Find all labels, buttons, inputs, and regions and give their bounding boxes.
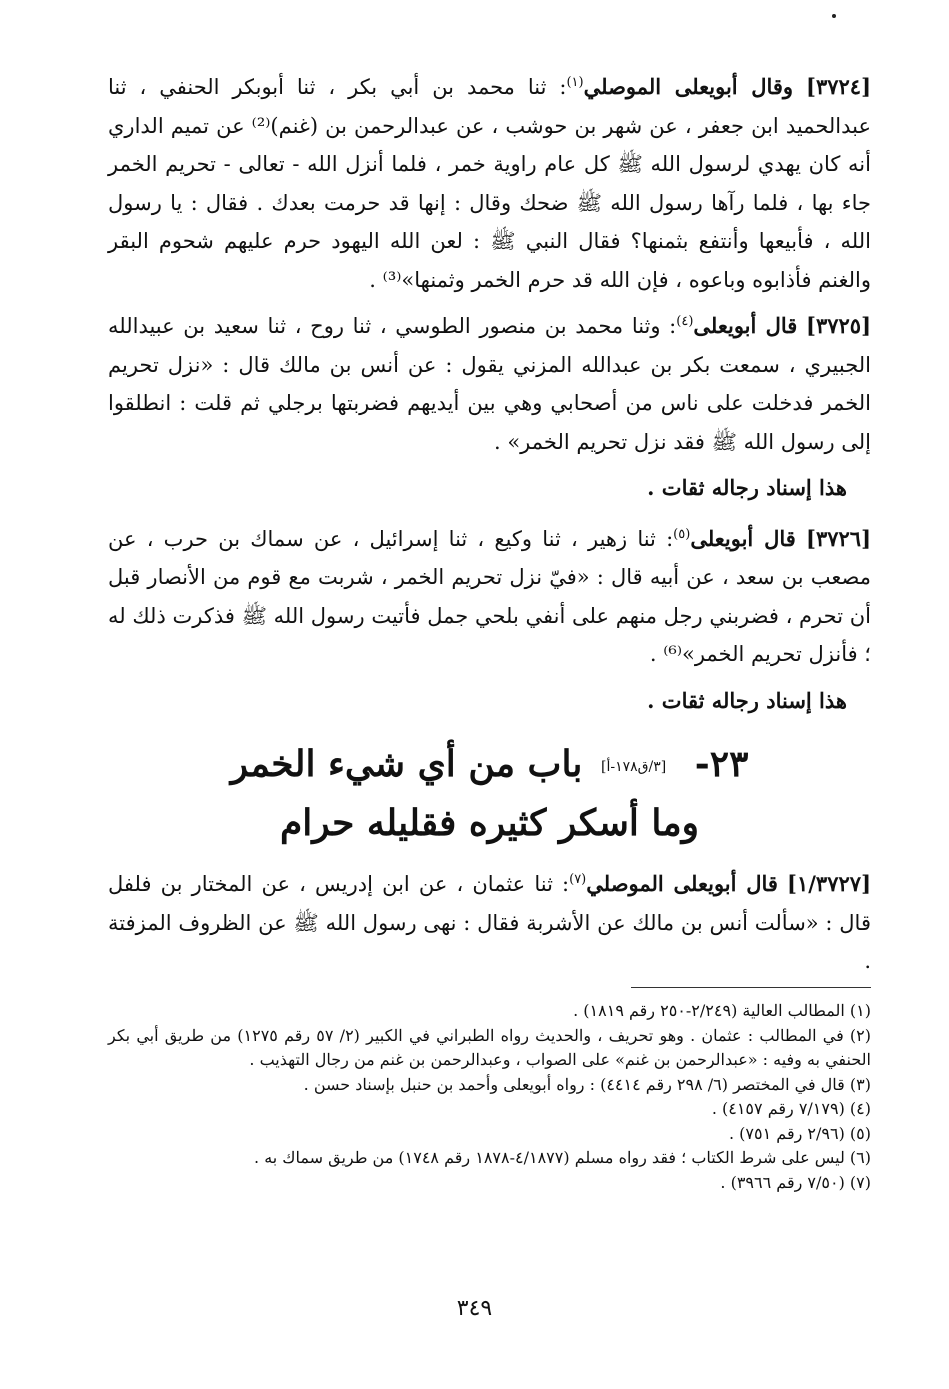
narrator-lead: قال أبويعلى الموصلي [586,871,778,896]
footnote-ref: (١) [566,75,584,90]
hadith-text: : وثنا محمد بن منصور الطوسي ، ثنا روح ، ثنا سعيد بن عبيدالله الجبيري ، سمعت بكر بن عبدالله المزني يقول : عن أنس بن مالك قال : «نزل تحريم الخمر فدخلت على ناس من أصحابي وهي بين أيديهم فضربتها برجلي ثم قلت : انطلقوا إلى رسول الله ﷺ فقد نزل تحريم الخمر» . [108,314,871,454]
narrator-lead: قال أبويعلى [693,313,798,338]
hadith-3727 [108,865,871,981]
isnad-verdict: هذا إسناد رجاله ثقات . [647,475,847,500]
main-text [108,68,871,989]
page-number: ٣٤٩ [456,1296,493,1321]
chapter-heading [108,738,871,849]
hadith-3725 [108,307,871,461]
hadith-text: : ثنا محمد بن أبي بكر ، ثنا أبوبكر الحنفي ، ثنا عبدالحميد ابن جعفر ، عن شهر بن حوشب ، عن عبدالرحمن بن (غنم)⁽²⁾ عن تميم الداري أنه كان يهدي لرسول الله ﷺ كل عام راوية خمر ، فلما أنزل الله - تعالى - تحريم الخمر جاء بها ، فلما رآها رسول الله ﷺ ضحك وقال : إنها قد حرمت بعدك . فقال : يا رسول الله ، فأبيعها وأنتفع بثمنها؟ فقال النبي ﷺ : لعن الله اليهود حرم عليهم شحوم البقر والغنم فأذابوه وباعوه ، فإن الله قد حرم الخمر وثمنها»⁽³⁾ . [108,75,871,292]
hadith-3726 [108,520,871,674]
hadith-text: : ثنا عثمان ، عن ابن إدريس ، عن المختار بن فلفل قال : «سألت أنس بن مالك عن الأشربة فقال : نهى رسول الله ﷺ عن الظروف المزفتة . [108,872,871,973]
footnotes [108,999,871,1195]
margin-dot [832,14,836,18]
footnote-ref: (٤) [676,314,694,329]
narrator-lead: قال أبويعلى [690,525,796,551]
footnote: (٥) (٢/٩٦ رقم ٧٥١) . [729,1123,871,1143]
chapter-title-line1: باب من أي شيء الخمر [230,743,583,785]
footnote-ref: (٧) [569,872,587,887]
manuscript-ref: [٣/ق١٧٨-أ] [601,759,667,775]
footnote: (٦) ليس على شرط الكتاب ؛ فقد رواه مسلم (٤/١٨٧٧-١٨٧٨ رقم ١٧٤٨) من طريق سماك به . [254,1148,871,1167]
hadith-number: [١/٣٧٢٧] [787,871,871,896]
isnad-verdict: هذا إسناد رجاله ثقات . [647,687,847,713]
chapter-number: ٢٣- [694,743,749,785]
narrator-lead: وقال أبويعلى الموصلي [583,74,794,99]
hadith-number: [٣٧٢٤] [806,74,871,99]
footnote-ref: (٥) [673,526,691,542]
footnote: (١) المطالب العالية (٢/٢٤٩-٢٥٠ رقم ١٨١٩) . [573,1001,871,1020]
footnote: (٣) قال في المختصر (٦/ ٢٩٨ رقم ٤٤١٤) : رواه أبويعلى وأحمد بن حنبل بإسناد حسن . [303,1074,871,1094]
chapter-title-line2: وما أسكر كثيره فقليله حرام [279,802,700,844]
footnote-separator [631,987,871,988]
footnote: (٢) في المطالب : عثمان . وهو تحريف ، والحديث رواه الطبراني في الكبير (٢/ ٥٧ رقم ١٢٧٥) من طريق أبي بكر الحنفي به وفيه : «عبدالرحمن بن غنم» على الصواب ، وعبدالرحمن بن غنم من رجال التهذيب . [108,1025,872,1069]
hadith-text: : ثنا زهير ، ثنا وكيع ، ثنا إسرائيل ، عن سماك بن حرب ، عن مصعب بن سعد ، عن أبيه قال : «فيّ نزل تحريم الخمر ، شربت مع قوم من الأنصار قبل أن تحرم ، فضربني رجل منهم على أنفي بلحي جمل فأتيت رسول الله ﷺ فذكرت ذلك له ؛ فأنزل تحريم الخمر»⁽⁶⁾ . [108,526,871,666]
footnote: (٤) (٧/١٧٩ رقم ٤١٥٧) . [711,1099,871,1118]
hadith-number: [٣٧٢٦] [806,525,871,551]
hadith-3724 [108,68,871,299]
hadith-number: [٣٧٢٥] [806,313,871,338]
footnote: (٧) (٧/٥٠ رقم ٣٩٦٦) . [720,1172,871,1192]
